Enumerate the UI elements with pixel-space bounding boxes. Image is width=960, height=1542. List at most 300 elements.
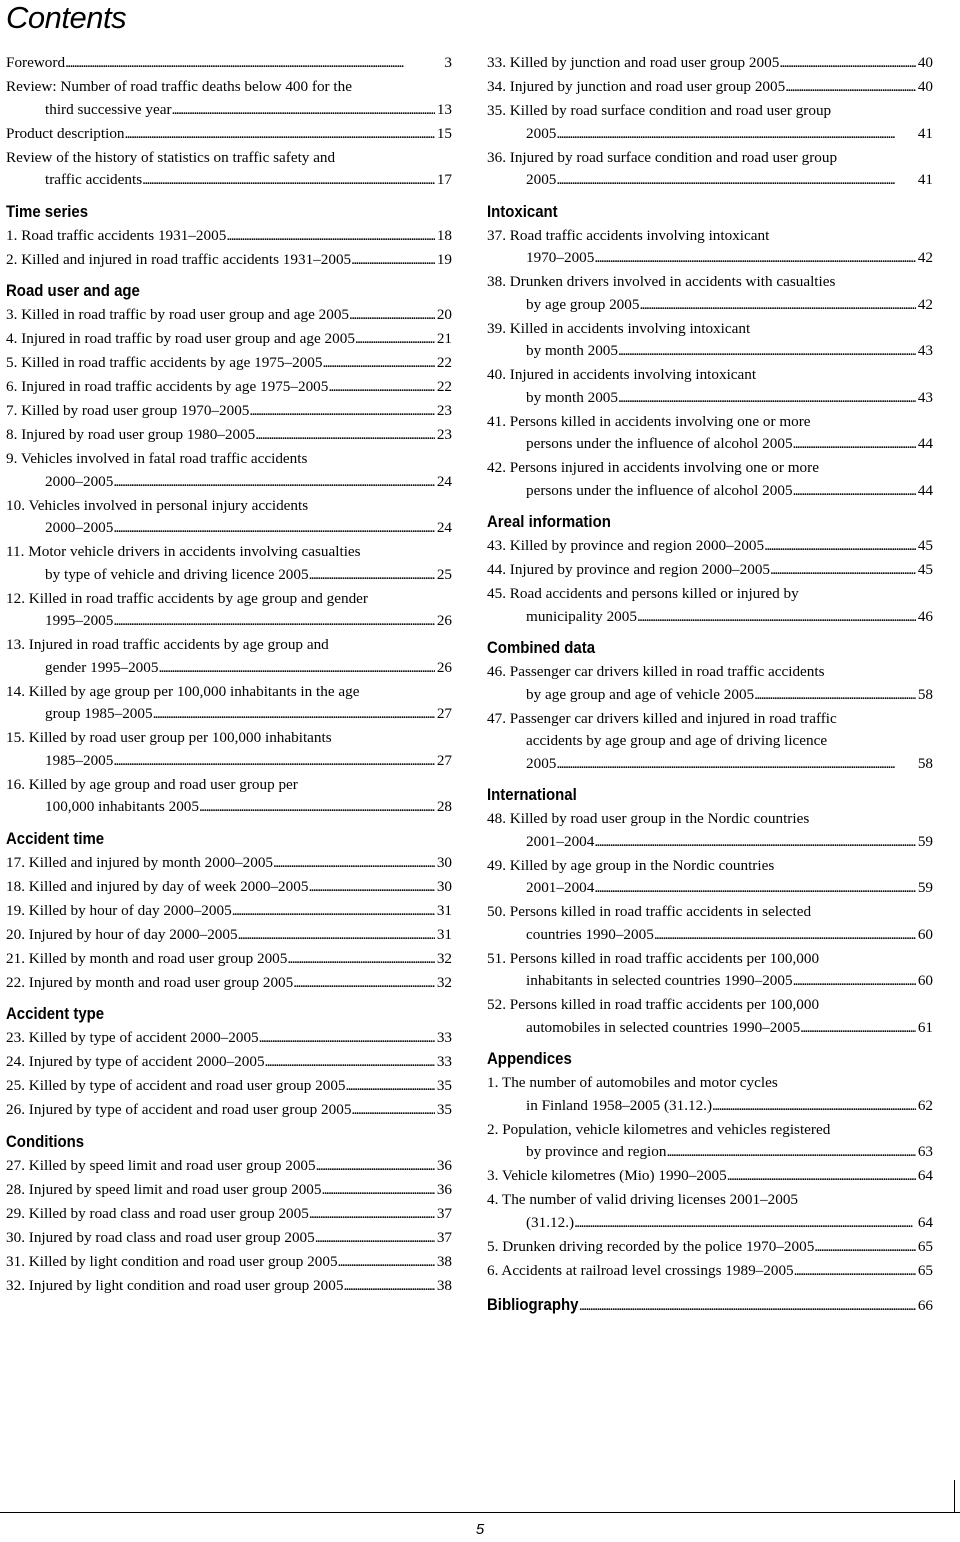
toc-page-number: 21 <box>436 330 452 347</box>
toc-entry-line <box>487 970 933 993</box>
toc-page-number: 46 <box>917 607 933 625</box>
toc-entry[interactable] <box>487 583 933 628</box>
toc-entry[interactable] <box>487 100 933 145</box>
dot-leader <box>785 76 916 99</box>
dot-leader <box>727 1165 916 1188</box>
dot-leader <box>249 400 434 423</box>
toc-entry-label: 2000–2005 <box>45 472 114 490</box>
toc-entry-label: 2005 <box>526 124 557 142</box>
dot-leader <box>287 948 434 971</box>
toc-entry-label: 9. Vehicles involved in fatal road traffic accidents <box>6 450 308 467</box>
toc-entry-line <box>6 1251 452 1274</box>
dot-leader <box>556 169 915 192</box>
page-number: 5 <box>475 1521 485 1538</box>
toc-page-number: 19 <box>436 250 452 268</box>
toc-page-number: 25 <box>436 565 452 583</box>
toc-entry-line <box>6 924 452 947</box>
toc-entry-line <box>487 318 933 341</box>
toc-entry[interactable] <box>6 328 452 351</box>
section-heading: Appendices <box>487 1049 572 1068</box>
toc-entry[interactable] <box>6 1251 452 1274</box>
toc-entry-label: Foreword <box>6 54 66 71</box>
dot-leader <box>293 972 435 995</box>
toc-entry-line <box>487 1119 933 1142</box>
toc-entry[interactable] <box>6 634 452 679</box>
toc-entry-label: 8. Injured by road user group 1980–2005 <box>6 426 256 443</box>
toc-page-number: 27 <box>436 705 452 722</box>
toc-page-number: 37 <box>436 1204 452 1222</box>
toc-entry-label: 38. Drunken drivers involved in accidents with casualties <box>487 273 836 290</box>
toc-entry-label: 3. Vehicle kilometres (Mio) 1990–2005 <box>487 1167 727 1184</box>
dot-leader <box>338 1251 435 1274</box>
toc-page-number: 61 <box>917 1018 933 1036</box>
toc-page-number: 37 <box>436 1228 452 1246</box>
toc-entry[interactable] <box>6 541 452 586</box>
toc-entry-label: 18. Killed and injured by day of week 2000–2005 <box>6 877 309 895</box>
toc-entry-line <box>487 433 933 456</box>
toc-entry-line <box>6 1099 452 1122</box>
toc-entry[interactable] <box>487 225 933 270</box>
toc-entry[interactable] <box>487 457 933 502</box>
toc-entry-label: 24. Injured by type of accident 2000–2005 <box>6 1053 265 1070</box>
dot-leader <box>125 123 435 146</box>
toc-entry-label: 7. Killed by road user group 1970–2005 <box>6 402 250 419</box>
dot-leader <box>754 684 916 707</box>
toc-page-number: 43 <box>917 388 933 406</box>
toc-page-number: 58 <box>917 685 933 703</box>
toc-entry-label: 52. Persons killed in road traffic accidents per 100,000 <box>487 996 820 1013</box>
toc-entry-line <box>6 1075 452 1098</box>
toc-entry-line <box>487 387 933 410</box>
toc-page-number: 36 <box>436 1180 452 1198</box>
toc-entry-line <box>487 808 933 831</box>
dot-leader <box>343 1275 434 1298</box>
toc-entry-label: 41. Persons killed in accidents involving one or more <box>487 412 811 430</box>
toc-entry[interactable] <box>6 1179 452 1202</box>
dot-leader <box>315 1227 435 1250</box>
dot-leader <box>770 559 916 582</box>
toc-entry[interactable] <box>487 855 933 900</box>
toc-entry[interactable] <box>487 76 933 99</box>
dot-leader <box>232 900 435 923</box>
toc-entry[interactable] <box>487 559 933 582</box>
toc-entry[interactable] <box>487 364 933 409</box>
toc-entry[interactable] <box>6 852 452 875</box>
toc-entry[interactable] <box>6 1099 452 1122</box>
toc-entry-label: Product description <box>6 124 125 142</box>
toc-entry[interactable] <box>6 76 452 121</box>
toc-page-number: 66 <box>917 1297 933 1314</box>
toc-entry-line <box>487 901 933 924</box>
toc-page-number: 24 <box>436 472 452 490</box>
toc-entry[interactable] <box>6 52 452 75</box>
toc-entry-line <box>487 535 933 558</box>
toc-entry[interactable] <box>487 948 933 993</box>
dot-leader <box>814 1236 916 1259</box>
toc-page-number: 44 <box>917 435 933 452</box>
toc-entry[interactable] <box>487 411 933 456</box>
toc-entry[interactable] <box>487 52 933 75</box>
toc-entry-line <box>487 1165 933 1188</box>
toc-entry[interactable] <box>487 1072 933 1117</box>
toc-entry-label: Review: Number of road traffic deaths below 400 for the <box>6 78 352 95</box>
dot-leader <box>793 480 916 503</box>
toc-entry[interactable] <box>6 681 452 726</box>
toc-page-number: 42 <box>917 295 933 313</box>
toc-entry[interactable] <box>6 225 452 248</box>
toc-entry-label: Bibliography <box>487 1295 579 1314</box>
toc-entry-line <box>6 249 452 272</box>
toc-entry[interactable] <box>6 1027 452 1050</box>
toc-entry-line <box>487 247 933 270</box>
toc-entry[interactable] <box>487 1119 933 1164</box>
toc-entry[interactable] <box>6 304 452 327</box>
toc-page-number: 33 <box>436 1029 452 1046</box>
dot-leader <box>556 753 915 776</box>
toc-entry[interactable] <box>487 147 933 192</box>
toc-page-number: 23 <box>436 402 452 419</box>
toc-entry-label: 19. Killed by hour of day 2000–2005 <box>6 901 232 919</box>
toc-page-number: 22 <box>436 378 452 395</box>
toc-page-number: 27 <box>436 751 452 769</box>
toc-entry-label: Review of the history of statistics on traffic safety and <box>6 148 336 166</box>
dot-leader <box>637 606 916 629</box>
toc-entry[interactable] <box>6 1203 452 1226</box>
toc-page-number: 22 <box>436 354 452 371</box>
toc-entry-line <box>487 480 933 503</box>
toc-page-number: 60 <box>917 925 933 943</box>
toc-entry-label: by age group 2005 <box>526 295 640 313</box>
toc-entry-label: 13. Injured in road traffic accidents by age group and <box>6 636 329 653</box>
toc-entry-label: 33. Killed by junction and road user group 2005 <box>487 54 780 71</box>
dot-leader <box>794 1260 916 1283</box>
toc-entry-label: group 1985–2005 <box>45 705 153 722</box>
toc-entry-line <box>6 564 452 587</box>
toc-entry-line <box>487 52 933 75</box>
toc-page-number: 45 <box>917 537 933 554</box>
toc-entry[interactable] <box>6 1155 452 1178</box>
toc-entry[interactable] <box>487 901 933 946</box>
toc-entry-line <box>6 99 452 122</box>
toc-entry[interactable] <box>487 661 933 706</box>
toc-entry[interactable] <box>6 376 452 399</box>
toc-page-number: 18 <box>436 226 452 244</box>
toc-entry-label: 15. Killed by road user group per 100,000 inhabitants <box>6 729 332 746</box>
dot-leader <box>172 99 435 122</box>
toc-entry-line <box>6 376 452 399</box>
dot-leader <box>574 1212 916 1235</box>
toc-entry-label: 4. Injured in road traffic by road user group and age 2005 <box>6 330 355 347</box>
section-heading: Areal information <box>487 512 611 531</box>
toc-entry-line <box>6 852 452 875</box>
toc-entry[interactable] <box>487 708 933 776</box>
toc-entry-line <box>6 750 452 773</box>
toc-entry-line <box>487 76 933 99</box>
toc-entry-label: 12. Killed in road traffic accidents by age group and gender <box>6 589 368 607</box>
toc-entry-line <box>6 876 452 899</box>
toc-page-number: 26 <box>436 658 452 676</box>
footer-tick <box>954 1480 955 1512</box>
toc-page-number: 59 <box>917 832 933 850</box>
toc-entry-label: 34. Injured by junction and road user group 2005 <box>487 78 786 95</box>
toc-entry-label: 6. Injured in road traffic accidents by age 1975–2005 <box>6 378 329 395</box>
toc-entry-line <box>6 400 452 423</box>
toc-entry-line <box>487 1017 933 1040</box>
toc-entry-label: 10. Vehicles involved in personal injury accidents <box>6 496 309 514</box>
toc-page-number: 23 <box>436 426 452 443</box>
toc-entry-label: 46. Passenger car drivers killed in road traffic accidents <box>487 663 825 680</box>
toc-entry-label: accidents by age group and age of driving licence <box>526 732 828 749</box>
toc-entry-label: 25. Killed by type of accident and road user group 2005 <box>6 1077 346 1094</box>
toc-entry-line <box>487 1236 933 1259</box>
toc-entry-label: 20. Injured by hour of day 2000–2005 <box>6 925 238 943</box>
toc-entry[interactable] <box>6 1075 452 1098</box>
toc-entry-line <box>6 1155 452 1178</box>
toc-entry-label: 47. Passenger car drivers killed and injured in road traffic <box>487 709 837 727</box>
toc-entry[interactable] <box>6 1051 452 1074</box>
toc-page-number: 38 <box>436 1252 452 1270</box>
toc-page-number: 43 <box>917 342 933 359</box>
toc-entry[interactable] <box>6 924 452 947</box>
toc-entry-label: 2001–2004 <box>526 832 595 850</box>
toc-page-number: 40 <box>917 78 933 95</box>
toc-entry-line <box>487 559 933 582</box>
toc-page-number: 64 <box>917 1167 933 1184</box>
dot-leader <box>142 169 435 192</box>
toc-page-number: 30 <box>436 877 452 895</box>
toc-entry-line <box>6 541 452 564</box>
toc-entry-line <box>487 271 933 294</box>
toc-page-number: 32 <box>436 949 452 967</box>
dot-leader <box>199 796 435 819</box>
toc-entry-label: 1995–2005 <box>45 612 114 629</box>
toc-entry-line <box>6 900 452 923</box>
toc-entry-label: 2005 <box>526 171 557 188</box>
toc-entry[interactable] <box>487 318 933 363</box>
toc-entry-label: 51. Persons killed in road traffic accidents per 100,000 <box>487 949 820 967</box>
toc-entry-line <box>487 100 933 123</box>
toc-entry-label: 45. Road accidents and persons killed or injured by <box>487 585 799 602</box>
toc-entry-line <box>6 169 452 192</box>
toc-entry-line <box>487 661 933 684</box>
toc-entry[interactable] <box>487 1260 933 1283</box>
toc-page-number: 32 <box>436 973 452 991</box>
toc-entry[interactable] <box>6 774 452 819</box>
dot-leader <box>793 433 916 456</box>
toc-entry-line <box>6 703 452 726</box>
section-heading: Accident type <box>6 1004 105 1023</box>
toc-entry[interactable] <box>6 448 452 493</box>
toc-entry-label: 1970–2005 <box>526 249 595 266</box>
dot-leader <box>113 610 434 633</box>
toc-entry[interactable] <box>487 1189 933 1234</box>
dot-leader <box>113 750 434 773</box>
toc-entry-label: (31.12.) <box>526 1213 575 1231</box>
toc-page-number: 13 <box>436 100 452 118</box>
toc-entry-line <box>6 634 452 657</box>
dot-leader <box>265 1051 435 1074</box>
toc-entry-line <box>487 583 933 606</box>
toc-entry-line <box>6 1179 452 1202</box>
toc-entry-line <box>6 681 452 704</box>
toc-entry[interactable] <box>6 972 452 995</box>
dot-leader <box>309 564 435 587</box>
toc-page-number: 33 <box>436 1053 452 1070</box>
toc-entry-label: 21. Killed by month and road user group 2005 <box>6 949 288 967</box>
toc-entry-label: 31. Killed by light condition and road user group 2005 <box>6 1252 338 1270</box>
section-heading: Conditions <box>6 1131 85 1151</box>
section-heading: International <box>487 785 577 804</box>
toc-entry-label: by type of vehicle and driving licence 2005 <box>45 565 309 583</box>
dot-leader <box>328 376 434 399</box>
toc-entry-line <box>6 610 452 633</box>
toc-entry[interactable] <box>487 1165 933 1188</box>
toc-entry[interactable] <box>6 424 452 447</box>
dot-leader <box>579 1295 916 1318</box>
toc-entry-label: 32. Injured by light condition and road user group 2005 <box>6 1276 344 1294</box>
toc-entry-line <box>6 448 452 471</box>
toc-entry-label: 4. The number of valid driving licenses 2001–2005 <box>487 1191 799 1208</box>
toc-entry-label: in Finland 1958–2005 (31.12.) <box>526 1096 713 1114</box>
toc-page-number: 35 <box>436 1101 452 1118</box>
toc-entry-bibliography[interactable] <box>487 1294 933 1317</box>
toc-entry[interactable] <box>6 495 452 540</box>
section-heading: Accident time <box>6 828 105 848</box>
toc-page-number: 3 <box>444 54 452 71</box>
dot-leader <box>65 52 442 75</box>
toc-entry-line <box>487 123 933 146</box>
toc-entry-line <box>487 831 933 854</box>
toc-entry-label: 100,000 inhabitants 2005 <box>45 798 199 815</box>
toc-entry-line <box>6 588 452 611</box>
toc-entry-label: by province and region <box>526 1143 667 1160</box>
toc-entry-line <box>487 924 933 947</box>
toc-entry-line <box>6 1027 452 1050</box>
section-heading: Time series <box>6 201 89 221</box>
toc-entry-label: 5. Drunken driving recorded by the police 1970–2005 <box>487 1237 815 1255</box>
toc-entry-label: persons under the influence of alcohol 2005 <box>526 481 793 499</box>
toc-entry-line <box>6 52 452 75</box>
toc-entry[interactable] <box>6 400 452 423</box>
toc-page-number: 31 <box>436 925 452 943</box>
toc-entry-label: 48. Killed by road user group in the Nordic countries <box>487 810 810 827</box>
toc-page-number: 40 <box>917 54 933 71</box>
toc-entry-label: 39. Killed in accidents involving intoxicant <box>487 319 751 337</box>
toc-entry-line <box>6 147 452 170</box>
dot-leader <box>594 247 915 270</box>
toc-entry-label: by month 2005 <box>526 342 618 359</box>
dot-leader <box>113 517 434 540</box>
dot-leader <box>309 1203 435 1226</box>
toc-entry-line <box>6 727 452 750</box>
toc-entry-label: gender 1995–2005 <box>45 658 159 676</box>
dot-leader <box>308 876 434 899</box>
toc-page-number: 41 <box>917 124 933 142</box>
toc-entry-line <box>487 1141 933 1164</box>
toc-page-number: 38 <box>436 1276 452 1294</box>
toc-page-number: 64 <box>917 1213 933 1231</box>
toc-entry[interactable] <box>6 147 452 192</box>
toc-entry-line <box>6 424 452 447</box>
toc-entry-line <box>487 147 933 170</box>
toc-entry[interactable] <box>6 876 452 899</box>
toc-entry-label: by age group and age of vehicle 2005 <box>526 685 755 703</box>
toc-entry-line <box>6 1051 452 1074</box>
toc-entry[interactable] <box>6 948 452 971</box>
toc-entry-line <box>487 708 933 731</box>
toc-entry[interactable] <box>487 994 933 1039</box>
dot-leader <box>349 304 435 327</box>
toc-entry-line <box>6 328 452 351</box>
toc-entry-label: 16. Killed by age group and road user group per <box>6 775 298 793</box>
dot-leader <box>654 924 916 947</box>
toc-page-number: 17 <box>436 171 452 188</box>
toc-page-number: 65 <box>917 1237 933 1255</box>
toc-entry[interactable] <box>6 900 452 923</box>
toc-entry-line <box>6 225 452 248</box>
toc-entry-line <box>487 1072 933 1095</box>
toc-entry-line <box>6 495 452 518</box>
toc-entry-line <box>6 1227 452 1250</box>
dot-leader <box>259 1027 435 1050</box>
dot-leader <box>316 1155 435 1178</box>
toc-entry[interactable] <box>487 808 933 853</box>
toc-entry-line <box>487 1260 933 1283</box>
dot-leader <box>779 52 916 75</box>
toc-entry[interactable] <box>6 588 452 633</box>
toc-entry[interactable] <box>6 123 452 146</box>
toc-page-number: 45 <box>917 561 933 578</box>
toc-entry-label: 1. The number of automobiles and motor cycles <box>487 1074 778 1091</box>
toc-entry[interactable] <box>6 727 452 772</box>
toc-entry[interactable] <box>6 1227 452 1250</box>
toc-entry[interactable] <box>487 535 933 558</box>
toc-entry-label: third successive year <box>45 100 172 118</box>
toc-entry-label: 2000–2005 <box>45 519 114 536</box>
toc-entry-label: 6. Accidents at railroad level crossings 1989–2005 <box>487 1261 794 1279</box>
toc-page-number: 44 <box>917 481 933 499</box>
toc-entry-line <box>6 774 452 797</box>
toc-entry[interactable] <box>487 1236 933 1259</box>
toc-entry-line <box>487 411 933 434</box>
toc-entry-line <box>6 1275 452 1298</box>
toc-entry[interactable] <box>6 249 452 272</box>
dot-leader <box>618 340 916 363</box>
dot-leader <box>793 970 916 993</box>
dot-leader <box>712 1095 916 1118</box>
toc-entry-line <box>6 657 452 680</box>
toc-entry[interactable] <box>6 352 452 375</box>
toc-page-number: 30 <box>436 853 452 871</box>
toc-entry[interactable] <box>6 1275 452 1298</box>
toc-entry-line <box>6 517 452 540</box>
toc-entry-line <box>487 294 933 317</box>
toc-entry-label: inhabitants in selected countries 1990–2005 <box>526 972 793 989</box>
toc-entry-label: countries 1990–2005 <box>526 925 654 943</box>
toc-entry-label: 43. Killed by province and region 2000–2005 <box>487 537 765 554</box>
dot-leader <box>226 225 435 248</box>
toc-entry[interactable] <box>487 271 933 316</box>
toc-entry-line <box>487 948 933 971</box>
toc-entry-line <box>487 606 933 629</box>
toc-entry-label: 42. Persons injured in accidents involving one or more <box>487 459 819 476</box>
toc-page-number: 58 <box>917 754 933 772</box>
toc-entry-line <box>6 471 452 494</box>
toc-entry-label: 30. Injured by road class and road user group 2005 <box>6 1228 315 1246</box>
toc-entry-label: 11. Motor vehicle drivers in accidents involving casualties <box>6 543 361 560</box>
toc-entry-line <box>487 225 933 248</box>
toc-entry-line <box>487 877 933 900</box>
